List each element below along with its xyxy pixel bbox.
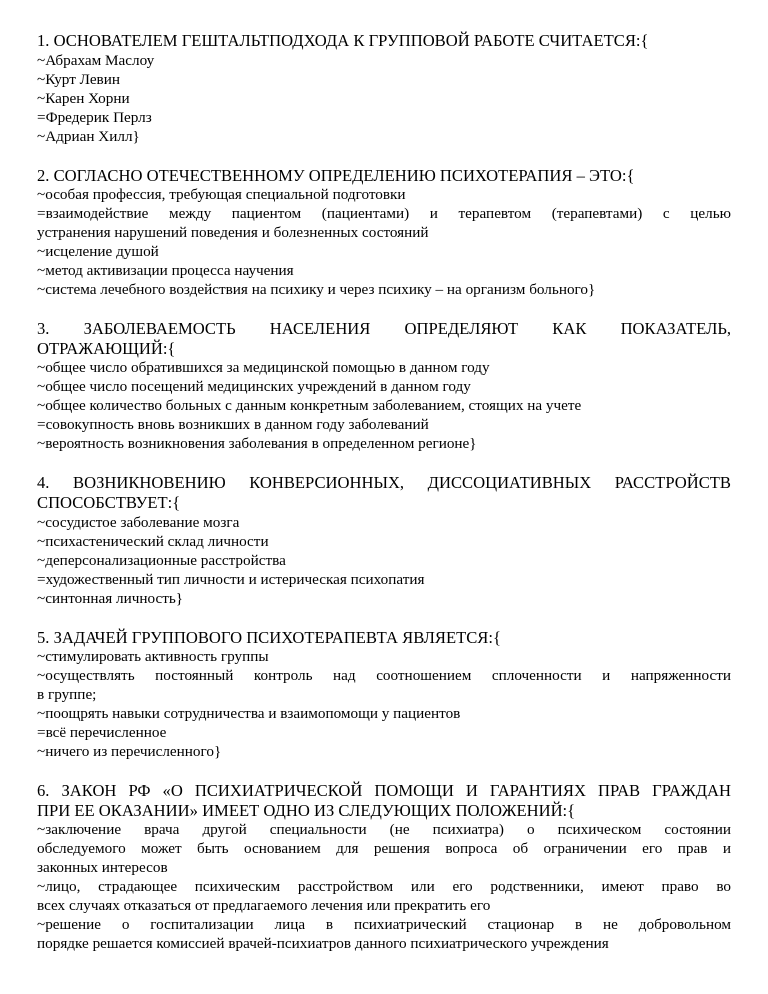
question-5 [37, 628, 731, 762]
answer-option-line: ~сосудистое заболевание мозга [37, 513, 240, 531]
question-title-line: 4. ВОЗНИКНОВЕНИЮ КОНВЕРСИОННЫХ, ДИССОЦИАТИВНЫХ РАССТРОЙСТВ [37, 473, 731, 493]
answer-option-line: ~заключение врача другой специальности (не психиатра) о психическом состоянии [37, 821, 731, 839]
answer-option [37, 358, 731, 377]
answer-option [37, 647, 731, 666]
answer-option [37, 820, 731, 877]
answer-option [37, 532, 731, 551]
question-2 [37, 166, 731, 300]
answer-option-line: ~исцеление душой [37, 243, 159, 261]
answer-option-correct [37, 723, 731, 742]
answer-option-line: =всё перечисленное [37, 724, 167, 742]
answer-option-line: =Фредерик Перлз [37, 108, 152, 126]
answer-option [37, 589, 731, 608]
answer-option-line: ~Курт Левин [37, 70, 120, 88]
answer-option [37, 434, 731, 453]
answer-option-correct [37, 108, 731, 127]
answer-option-line: ~общее количество больных с данным конкретным заболеванием, стоящих на учете [37, 397, 582, 415]
answer-option-line: ~синтонная личность} [37, 589, 184, 607]
answer-option [37, 742, 731, 761]
answer-option-line: ~ничего из перечисленного} [37, 743, 222, 761]
answer-option [37, 51, 731, 70]
answer-option-correct [37, 415, 731, 434]
answer-option [37, 185, 731, 204]
question-3 [37, 319, 731, 453]
question-title-line: ПРИ ЕЕ ОКАЗАНИИ» ИМЕЕТ ОДНО ИЗ СЛЕДУЮЩИХ ПОЛОЖЕНИЙ:{ [37, 800, 576, 820]
answer-option-line: ~метод активизации процесса научения [37, 262, 294, 280]
answer-option-line: ~стимулировать активность группы [37, 648, 269, 666]
answer-option [37, 877, 731, 915]
answer-option-line: ~Абрахам Маслоу [37, 51, 155, 69]
answer-option-correct [37, 204, 731, 242]
answer-option [37, 377, 731, 396]
answer-option-line: =взаимодействие между пациентом (пациентами) и терапевтом (терапевтами) с целью [37, 205, 731, 223]
question-title [37, 166, 731, 186]
answer-option [37, 666, 731, 704]
answer-option-line: ~деперсонализационные расстройства [37, 551, 286, 569]
answer-option-line: порядке решается комиссией врачей-психиатров данного психиатрического учреждения [37, 935, 609, 953]
answer-option [37, 915, 731, 953]
question-1 [37, 31, 731, 146]
answer-option-line: ~общее число посещений медицинских учреждений в данном году [37, 378, 471, 396]
answer-option-line: ~Карен Хорни [37, 89, 130, 107]
question-title [37, 31, 731, 51]
question-title-line: 5. ЗАДАЧЕЙ ГРУППОВОГО ПСИХОТЕРАПЕВТА ЯВЛЯЕТСЯ:{ [37, 627, 501, 647]
answer-option-correct [37, 570, 731, 589]
answer-option [37, 280, 731, 299]
question-title-line: 6. ЗАКОН РФ «О ПСИХИАТРИЧЕСКОЙ ПОМОЩИ И ГАРАНТИЯХ ПРАВ ГРАЖДАН [37, 781, 731, 801]
question-6 [37, 781, 731, 953]
question-title-line: 1. ОСНОВАТЕЛЕМ ГЕШТАЛЬТПОДХОДА К ГРУППОВОЙ РАБОТЕ СЧИТАЕТСЯ:{ [37, 31, 649, 50]
answer-option-line: ~осуществлять постоянный контроль над соотношением сплоченности и напряженности [37, 667, 731, 685]
answer-option [37, 70, 731, 89]
question-title [37, 781, 731, 820]
question-title [37, 319, 731, 358]
answer-option-line: =художественный тип личности и истерическая психопатия [37, 570, 425, 588]
question-title-line: СПОСОБСТВУЕТ:{ [37, 492, 181, 512]
answer-option-line: ~поощрять навыки сотрудничества и взаимопомощи у пациентов [37, 705, 461, 723]
answer-option-line: всех случаях отказаться от предлагаемого лечения или прекратить его [37, 897, 491, 915]
answer-option-line: ~Адриан Хилл} [37, 127, 140, 145]
answer-option-line: обследуемого может быть основанием для решения вопроса об ограничении его прав и [37, 840, 731, 858]
answer-option-line: устранения нарушений поведения и болезненных состояний [37, 224, 429, 242]
question-title-line: ОТРАЖАЮЩИЙ:{ [37, 338, 176, 358]
answer-option-line: ~решение о госпитализации лица в психиатрический стационар в не добровольном [37, 916, 731, 934]
question-title [37, 473, 731, 512]
question-title-line: 2. СОГЛАСНО ОТЕЧЕСТВЕННОМУ ОПРЕДЕЛЕНИЮ ПСИХОТЕРАПИЯ – ЭТО:{ [37, 165, 635, 185]
answer-option-line: ~вероятность возникновения заболевания в определенном регионе} [37, 435, 477, 453]
question-4 [37, 473, 731, 607]
answer-option-line: ~психастенический склад личности [37, 532, 269, 550]
answer-option-line: законных интересов [37, 859, 168, 877]
answer-option [37, 89, 731, 108]
answer-option [37, 551, 731, 570]
answer-option [37, 242, 731, 261]
answer-option [37, 261, 731, 280]
question-title [37, 628, 731, 648]
answer-option-line: ~общее число обратившихся за медицинской помощью в данном году [37, 359, 490, 377]
document-page [37, 31, 731, 973]
answer-option-line: ~система лечебного воздействия на психику и через психику – на организм больного} [37, 281, 596, 299]
answer-option-line: в группе; [37, 686, 97, 704]
answer-option-line: ~лицо, страдающее психическим расстройством или его родственники, имеют право во [37, 878, 731, 896]
answer-option [37, 513, 731, 532]
question-title-line: 3. ЗАБОЛЕВАЕМОСТЬ НАСЕЛЕНИЯ ОПРЕДЕЛЯЮТ КАК ПОКАЗАТЕЛЬ, [37, 319, 731, 339]
answer-option-line: ~особая профессия, требующая специальной подготовки [37, 186, 406, 204]
answer-option-line: =совокупность вновь возникших в данном году заболеваний [37, 416, 429, 434]
answer-option [37, 127, 731, 146]
answer-option [37, 396, 731, 415]
answer-option [37, 704, 731, 723]
